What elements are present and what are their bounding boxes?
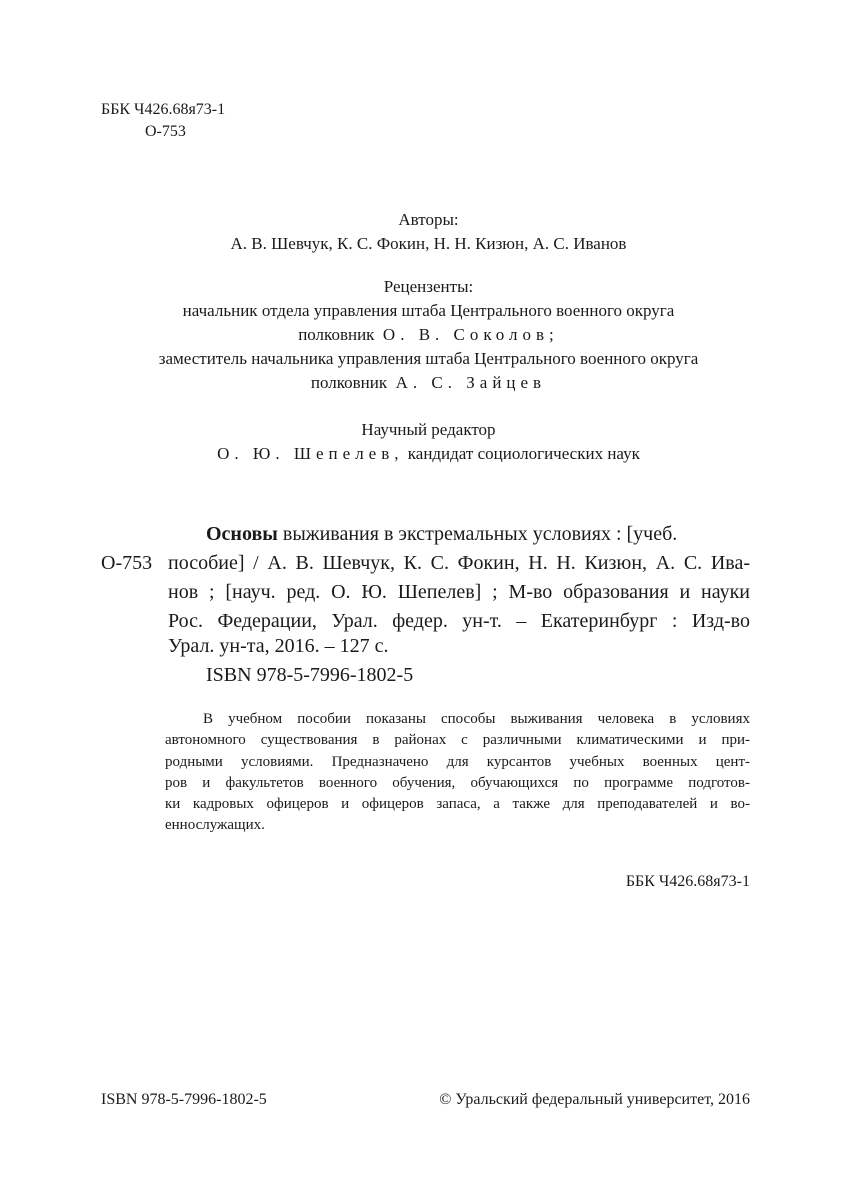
reviewer-2-rank: полковник: [310, 373, 388, 392]
authors-names: А. В. Шевчук, К. С. Фокин, Н. Н. Кизюн, А. С. Иванов: [230, 234, 627, 253]
author-code: О-753: [145, 123, 186, 140]
bib-line-3: нов ; [науч. ред. О. Ю. Шепелев] ; М-во образования и науки: [168, 581, 750, 603]
bbk-index: ББК Ч426.68я73-1: [101, 101, 226, 118]
reviewer-2-name: А. С. Зайцев: [395, 373, 547, 392]
annotation-line: ки кадровых офицеров и офицеров запаса, а также для преподавателей и во-: [165, 796, 750, 813]
editor-name-line: [0, 442, 857, 466]
authors-block: [0, 208, 857, 256]
copyright-symbol: ©: [439, 1091, 452, 1108]
annotation-line: автономного существования в районах с различными климатическими и при-: [165, 732, 750, 749]
bib-title-bold: Основы: [206, 523, 278, 545]
footer-isbn: ISBN 978-5-7996-1802-5: [101, 1091, 267, 1108]
authors-heading: Авторы:: [398, 210, 459, 229]
bib-isbn: ISBN 978-5-7996-1802-5: [206, 664, 414, 686]
editor-degree: кандидат социологических наук: [407, 444, 640, 463]
bib-code: О-753: [101, 552, 153, 574]
editor-block: [0, 418, 857, 466]
bib-line-2: пособие] / А. В. Шевчук, К. С. Фокин, Н. Н. Кизюн, А. С. Ива-: [168, 552, 750, 574]
reviewer-2-position: заместитель начальника управления штаба Центрального военного округа: [158, 349, 699, 368]
annotation-line: ров и факультетов военного обучения, обучающихся по программе подготов-: [165, 774, 750, 791]
bib-line-1-text: выживания в экстремальных условиях : [учеб.: [282, 523, 678, 545]
editor-heading: Научный редактор: [361, 420, 496, 439]
reviewer-1-name: О. В. Соколов;: [382, 325, 559, 344]
copyright-text: Уральский федеральный университет, 2016: [455, 1091, 750, 1108]
annotation: [165, 709, 750, 837]
bbk-index-right: ББК Ч426.68я73-1: [625, 873, 750, 890]
annotation-line: еннослужащих.: [165, 817, 265, 834]
bib-line-5: Урал. ун-та, 2016. – 127 с.: [168, 635, 389, 657]
reviewer-1-name-line: [0, 323, 857, 347]
reviewers-heading: Рецензенты:: [383, 277, 474, 296]
editor-name: О. Ю. Шепелев,: [217, 444, 404, 463]
bib-line-4: Рос. Федерации, Урал. федер. ун-т. – Екатеринбург : Изд-во: [168, 610, 750, 632]
annotation-line: родными условиями. Предназначено для курсантов учебных военных цент-: [165, 753, 750, 770]
reviewer-1-rank: полковник: [298, 325, 375, 344]
annotation-line: В учебном пособии показаны способы выживания человека в условиях: [203, 711, 750, 727]
reviewer-1-position: начальник отдела управления штаба Центрального военного округа: [182, 301, 675, 320]
reviewers-block: [0, 275, 857, 395]
bib-line-1: [206, 520, 750, 549]
reviewer-2-name-line: [0, 371, 857, 395]
footer-copyright: [439, 1089, 750, 1111]
